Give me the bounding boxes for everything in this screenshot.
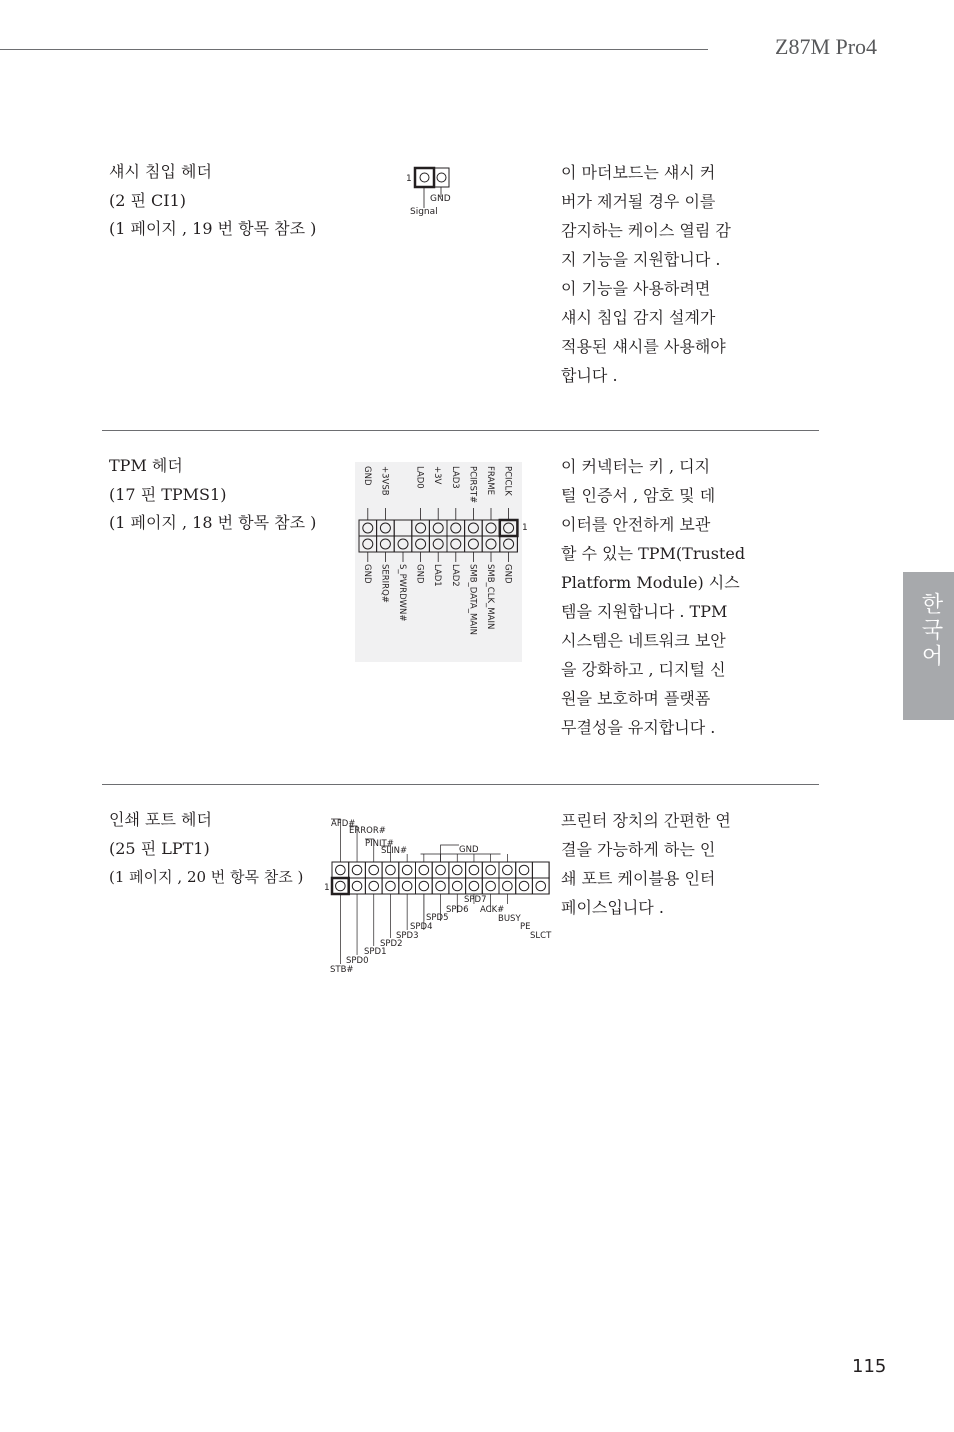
pin-cell <box>532 878 549 894</box>
pin-cell <box>532 862 549 878</box>
pin <box>336 865 346 875</box>
pin-label: SPD7 <box>464 895 487 905</box>
pin-label: PE <box>520 922 531 932</box>
pin1-label: 1 <box>406 174 412 184</box>
pin-cell <box>516 878 533 894</box>
pin-label: S_PWRDWN# <box>397 564 407 622</box>
pin-cell <box>499 862 516 878</box>
model-name: Z87M Pro4 <box>775 34 878 59</box>
pin-label: SLIN# <box>381 846 408 856</box>
pin-label: LAD1 <box>432 564 443 587</box>
pin-label: SPD5 <box>426 913 449 923</box>
desc-line: 템을 지원합니다 . TPM <box>561 602 728 621</box>
pin <box>469 881 479 891</box>
desc-line: 무결성을 유지합니다 . <box>561 718 716 737</box>
pin-label: SPD3 <box>396 931 419 941</box>
pin-cell <box>365 878 382 894</box>
desc-line: 시스템은 네트워크 보안 <box>561 631 726 650</box>
pin-label: GND <box>361 466 372 486</box>
desc-line: 결을 가능하게 하는 인 <box>561 840 716 859</box>
tpm-header-diagram <box>355 462 530 662</box>
pin <box>486 865 496 875</box>
pin-label: SPD0 <box>346 956 369 966</box>
pin <box>452 881 462 891</box>
pin <box>452 865 462 875</box>
desc-line: 프린터 장치의 간편한 연 <box>561 811 731 830</box>
desc-line: 을 강화하고 , 디지털 신 <box>561 660 726 679</box>
desc-line: 감지하는 케이스 열림 감 <box>561 221 731 240</box>
page-number: 115 <box>852 1356 887 1377</box>
pin <box>419 881 429 891</box>
language-tab-label: 한국어 <box>918 592 943 670</box>
pin <box>352 881 362 891</box>
pin <box>352 865 362 875</box>
pin-label: SPD2 <box>380 939 403 949</box>
pin <box>503 865 513 875</box>
pin-label: SMB_CLK_MAIN <box>485 564 495 630</box>
printer-port-description <box>561 806 731 922</box>
desc-line: 털 인증서 , 암호 및 데 <box>561 486 716 505</box>
pin-cell <box>382 878 399 894</box>
pin-cell <box>416 862 433 878</box>
section-divider <box>102 784 819 785</box>
pin-label: +3VSB <box>379 466 390 496</box>
pin <box>503 881 513 891</box>
pin <box>486 881 496 891</box>
gnd-label: GND <box>430 194 451 204</box>
tpm-label <box>109 452 316 538</box>
pin-label: ACK# <box>480 905 505 915</box>
header-rule <box>0 49 708 50</box>
chassis-intrusion-diagram <box>404 164 464 220</box>
pin-label: SMB_DATA_MAIN <box>467 564 478 635</box>
desc-line: 이 기능을 사용하려면 <box>561 279 711 298</box>
pin <box>386 865 396 875</box>
pin-cell <box>399 878 416 894</box>
pin-label: BUSY <box>498 914 521 924</box>
printer-port-diagram <box>322 812 558 978</box>
pin <box>469 865 479 875</box>
desc-line: 쇄 포트 케이블용 인터 <box>561 869 716 888</box>
printer-port-label <box>109 806 303 892</box>
pin-label: ERROR# <box>349 826 386 836</box>
pin-cell <box>466 862 483 878</box>
pin1-label: 1 <box>324 883 330 893</box>
pin1-label: 1 <box>522 523 528 533</box>
pin-cell <box>499 878 516 894</box>
tpm-description <box>561 452 745 742</box>
pin <box>369 865 379 875</box>
pin-cell <box>482 878 499 894</box>
pin <box>419 865 429 875</box>
pin <box>536 881 546 891</box>
pin-frame <box>434 168 449 187</box>
pin-cell <box>365 862 382 878</box>
chassis-intrusion-label <box>109 158 316 244</box>
pin-frame <box>415 168 434 187</box>
pin-label: GND <box>459 845 479 855</box>
label-line: 인쇄 포트 헤더 <box>109 810 212 829</box>
pin-cell <box>399 862 416 878</box>
pin-label: PINIT# <box>365 839 394 849</box>
label-line: (2 핀 CI1) <box>109 190 187 210</box>
pin <box>436 865 446 875</box>
pin <box>402 881 412 891</box>
label-line: (1 페이지 , 18 번 항목 참조 ) <box>109 513 317 532</box>
label-line: TPM 헤더 <box>109 456 183 475</box>
label-line: 섀시 침입 헤더 <box>109 162 212 181</box>
pin-label: PCIRST# <box>467 466 478 504</box>
chassis-intrusion-description <box>561 158 731 390</box>
pin-cell <box>516 862 533 878</box>
pin <box>386 881 396 891</box>
pin <box>420 173 429 182</box>
pin-cell <box>332 862 349 878</box>
desc-line: 합니다 . <box>561 366 618 385</box>
desc-line: 원을 보호하며 플랫폼 <box>561 689 711 708</box>
pin-label: SPD1 <box>364 947 387 957</box>
label-line: (25 핀 LPT1) <box>109 838 210 858</box>
signal-label: Signal <box>410 207 438 217</box>
desc-line: Platform Module) 시스 <box>561 573 740 592</box>
desc-line: 섀시 침입 감지 설계가 <box>561 308 716 327</box>
pin <box>402 865 412 875</box>
pin-cell <box>482 862 499 878</box>
section-divider <box>102 430 819 431</box>
desc-line: 버가 제거될 경우 이를 <box>561 192 716 211</box>
pin-cell <box>432 878 449 894</box>
desc-line: 지 기능을 지원합니다 . <box>561 250 721 269</box>
pin-cell <box>349 878 366 894</box>
pin1-frame <box>332 878 349 894</box>
pin-label: SPD6 <box>446 905 469 915</box>
pin-cell <box>349 862 366 878</box>
pin-cell <box>416 878 433 894</box>
desc-line: 이 마더보드는 섀시 커 <box>561 163 716 182</box>
desc-line: 이 커넥터는 키 , 디지 <box>561 457 711 476</box>
pin-label: SERIRQ# <box>379 564 390 603</box>
pin-cell <box>332 878 349 894</box>
pin <box>369 881 379 891</box>
pin <box>519 865 529 875</box>
desc-line: 페이스입니다 . <box>561 898 664 917</box>
leader-line <box>441 845 459 862</box>
desc-line: 적용된 섀시를 사용해야 <box>561 337 726 356</box>
pin-label: FRAME <box>485 466 495 495</box>
label-line: (17 핀 TPMS1) <box>109 484 227 504</box>
pin-label: PCICLK <box>502 466 513 496</box>
pin-cell <box>449 862 466 878</box>
pin <box>437 173 446 182</box>
pin-cell <box>466 878 483 894</box>
pin-label: LAD0 <box>414 466 425 489</box>
pin-cell <box>432 862 449 878</box>
pin-label: GND <box>414 564 425 584</box>
pin-label: +3V <box>432 466 443 485</box>
pin <box>336 881 346 891</box>
pin-label: SPD4 <box>410 922 433 932</box>
pin-label: GND <box>502 564 513 584</box>
pin <box>519 881 529 891</box>
pin-label: AFD# <box>331 819 356 829</box>
pin-label: GND <box>361 564 372 584</box>
language-tab <box>903 572 954 720</box>
desc-line: 할 수 있는 TPM(Trusted <box>561 544 746 563</box>
label-line: (1 페이지 , 19 번 항목 참조 ) <box>109 219 317 238</box>
pin <box>436 881 446 891</box>
pin-label: LAD2 <box>449 564 460 587</box>
pin-label: LAD3 <box>449 466 460 489</box>
pin-label: STB# <box>330 965 354 975</box>
pin-cell <box>382 862 399 878</box>
desc-line: 이터를 안전하게 보관 <box>561 515 711 534</box>
pin-label: SLCT <box>530 931 552 941</box>
pin-cell <box>449 878 466 894</box>
label-line: (1 페이지 , 20 번 항목 참조 ) <box>109 868 304 886</box>
